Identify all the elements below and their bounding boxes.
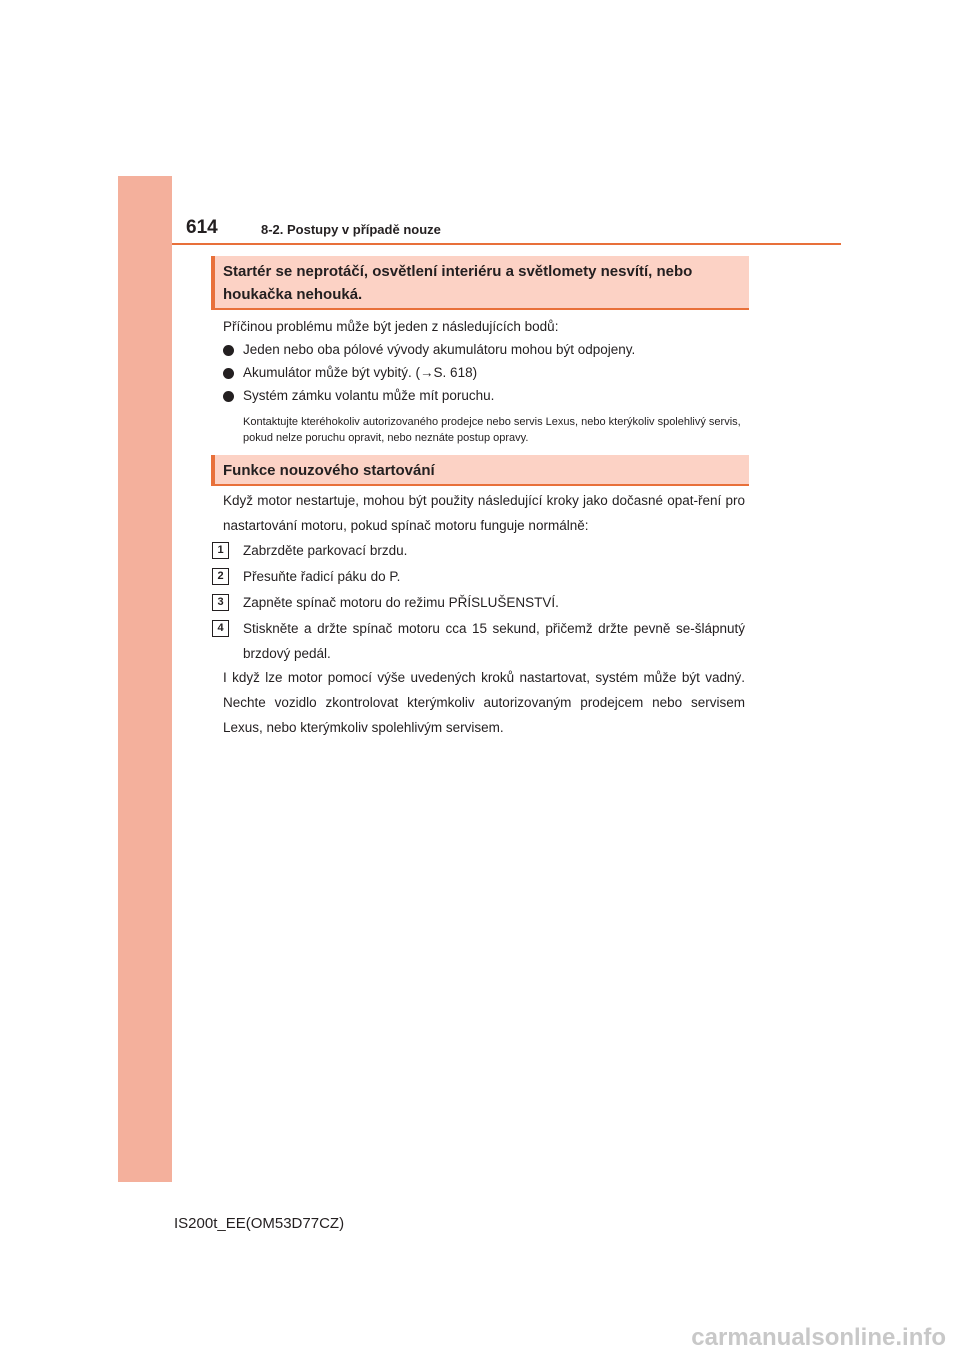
document-code: IS200t_EE(OM53D77CZ) — [174, 1215, 345, 1232]
watermark: carmanualsonline.info — [691, 1324, 946, 1351]
causes-intro: Příčinou problému může být jeden z následujících bodů: — [223, 319, 559, 334]
bullet-icon — [223, 368, 234, 379]
step-text: Zapněte spínač motoru do režimu PŘÍSLUŠENSTVÍ. — [243, 595, 559, 610]
emergency-intro: Když motor nestartuje, mohou být použity následující kroky jako dočasné opat-ření pro nastartování motoru, pokud spínač motoru funguje normálně: — [223, 493, 745, 533]
step-number-badge: 4 — [212, 620, 229, 637]
section-title: 8-2. Postupy v případě nouze — [261, 222, 441, 237]
step-text: Stiskněte a držte spínač motoru cca 15 sekund, přičemž držte pevně se-šlápnutý brzdový pedál. — [243, 621, 745, 661]
bullet-text: Akumulátor může být vybitý. (→S. 618) — [243, 365, 478, 380]
service-note: Kontaktujte kteréhokoliv autorizovaného prodejce nebo servis Lexus, nebo kterýkoliv spolehlivý servis, pokud nelze poruchu opravit, nebo neznáte postup opravy. — [243, 416, 741, 444]
page-number: 614 — [186, 217, 218, 238]
step-number-badge: 2 — [212, 568, 229, 585]
bullet-text: Systém zámku volantu může mít poruchu. — [243, 388, 495, 403]
step-number-badge: 1 — [212, 542, 229, 559]
bullet-icon — [223, 345, 234, 356]
step-text: Zabrzděte parkovací brzdu. — [243, 543, 408, 558]
header-divider — [172, 243, 841, 245]
chapter-side-band — [118, 176, 172, 1182]
step-number-badge: 3 — [212, 594, 229, 611]
closing-paragraph: I když lze motor pomocí výše uvedených kroků nastartovat, systém může být vadný. Nechte vozidlo zkontrolovat kterýmkoliv autorizovaným prodejcem nebo servisem Lexus, nebo kterýmkoliv spolehlivým servisem. — [223, 670, 745, 735]
bullet-icon — [223, 391, 234, 402]
heading-emergency-start: Funkce nouzového startování — [211, 455, 749, 486]
heading-starter-problem: Startér se neprotáčí, osvětlení interiéru a světlomety nesvítí, nebo houkačka nehouká. — [211, 256, 749, 310]
bullet-text: Jeden nebo oba pólové vývody akumulátoru mohou být odpojeny. — [243, 342, 636, 357]
step-text: Přesuňte řadicí páku do P. — [243, 569, 401, 584]
